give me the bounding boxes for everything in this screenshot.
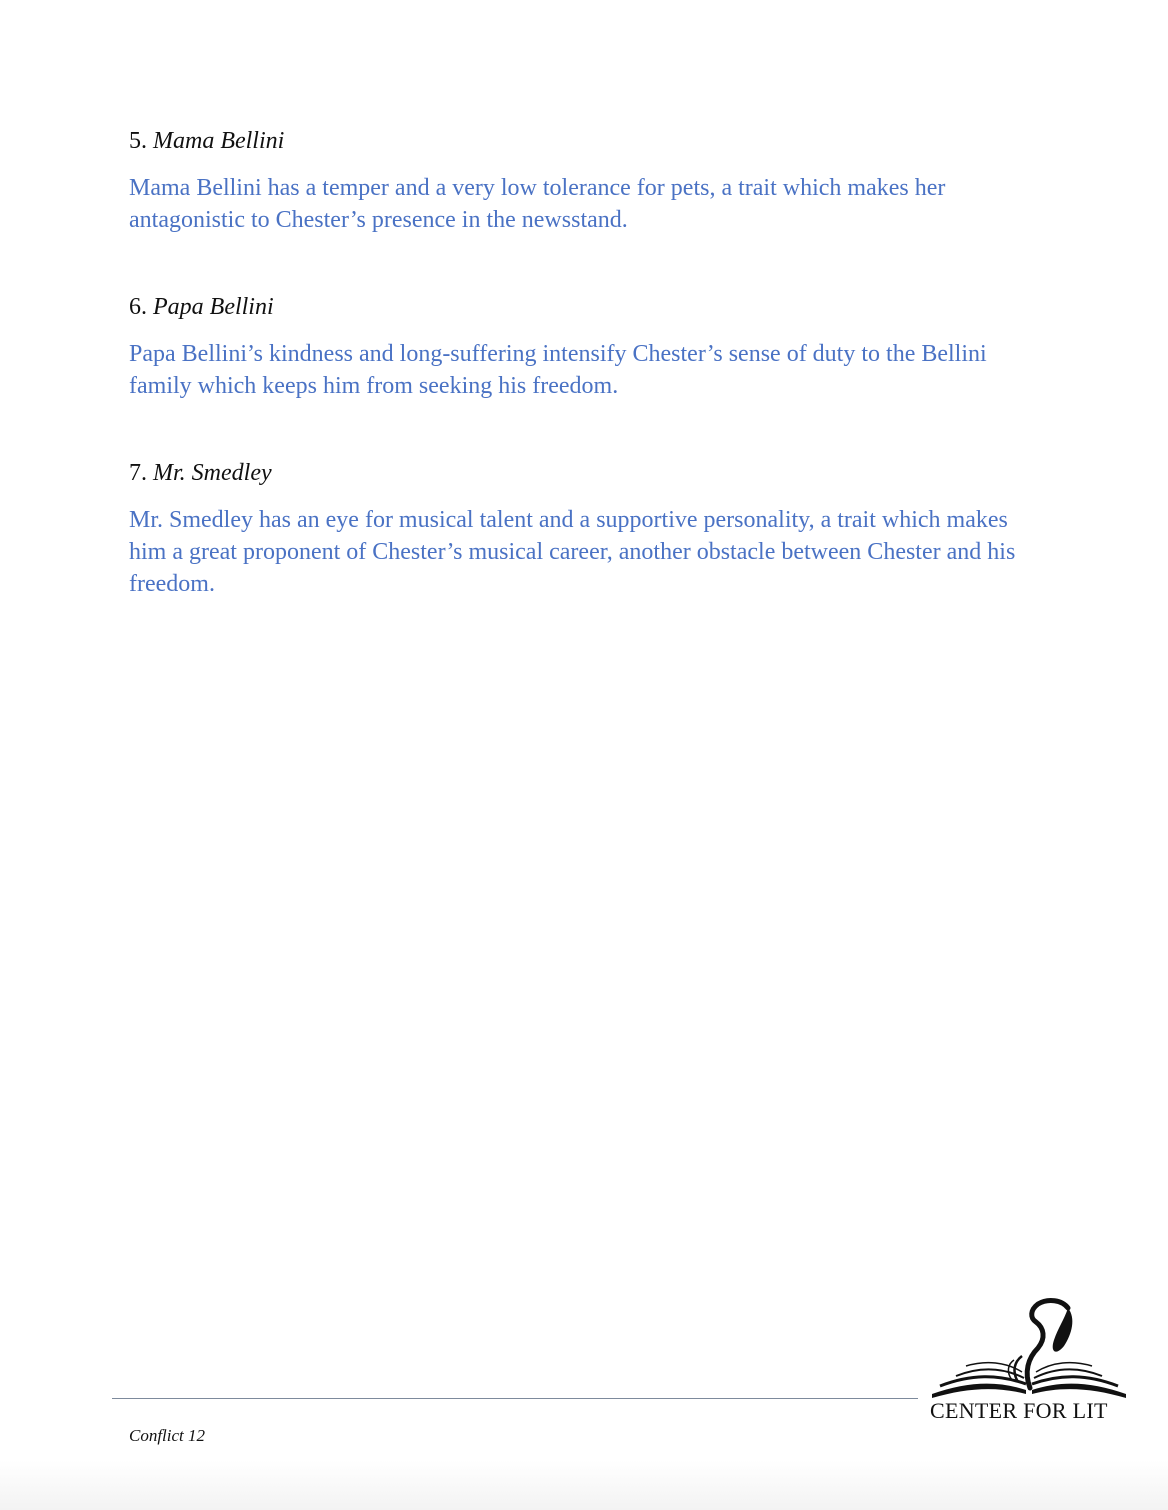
footer-divider [112,1398,918,1399]
item-number: 6. [129,294,147,320]
pelican-on-book-icon [926,1292,1132,1398]
character-description: Papa Bellini’s kindness and long-suffering intensify Chester’s sense of duty to the Bellini family which keeps him from seeking his freedom. [129,341,987,399]
character-item-mr-smedley [129,456,1029,600]
character-item-papa-bellini [129,290,1029,402]
page-content [129,124,1029,654]
character-name: Mr. Smedley [153,460,272,486]
character-name: Papa Bellini [153,294,274,320]
logo-wordmark: CENTER FOR LIT [930,1398,1108,1423]
center-for-lit-logo [926,1292,1132,1432]
footer-page-label: Conflict 12 [129,1426,206,1445]
character-description: Mr. Smedley has an eye for musical talent and a supportive personality, a trait which makes him a great proponent of Chester’s musical career, another obstacle between Chester and his freedom. [129,507,1016,597]
item-number: 5. [129,128,147,154]
item-heading [129,124,1029,158]
item-heading [129,456,1029,490]
character-name: Mama Bellini [153,128,285,154]
item-heading [129,290,1029,324]
item-number: 7. [129,460,147,486]
character-description: Mama Bellini has a temper and a very low tolerance for pets, a trait which makes her antagonistic to Chester’s presence in the newsstand. [129,175,946,233]
character-item-mama-bellini [129,124,1029,236]
